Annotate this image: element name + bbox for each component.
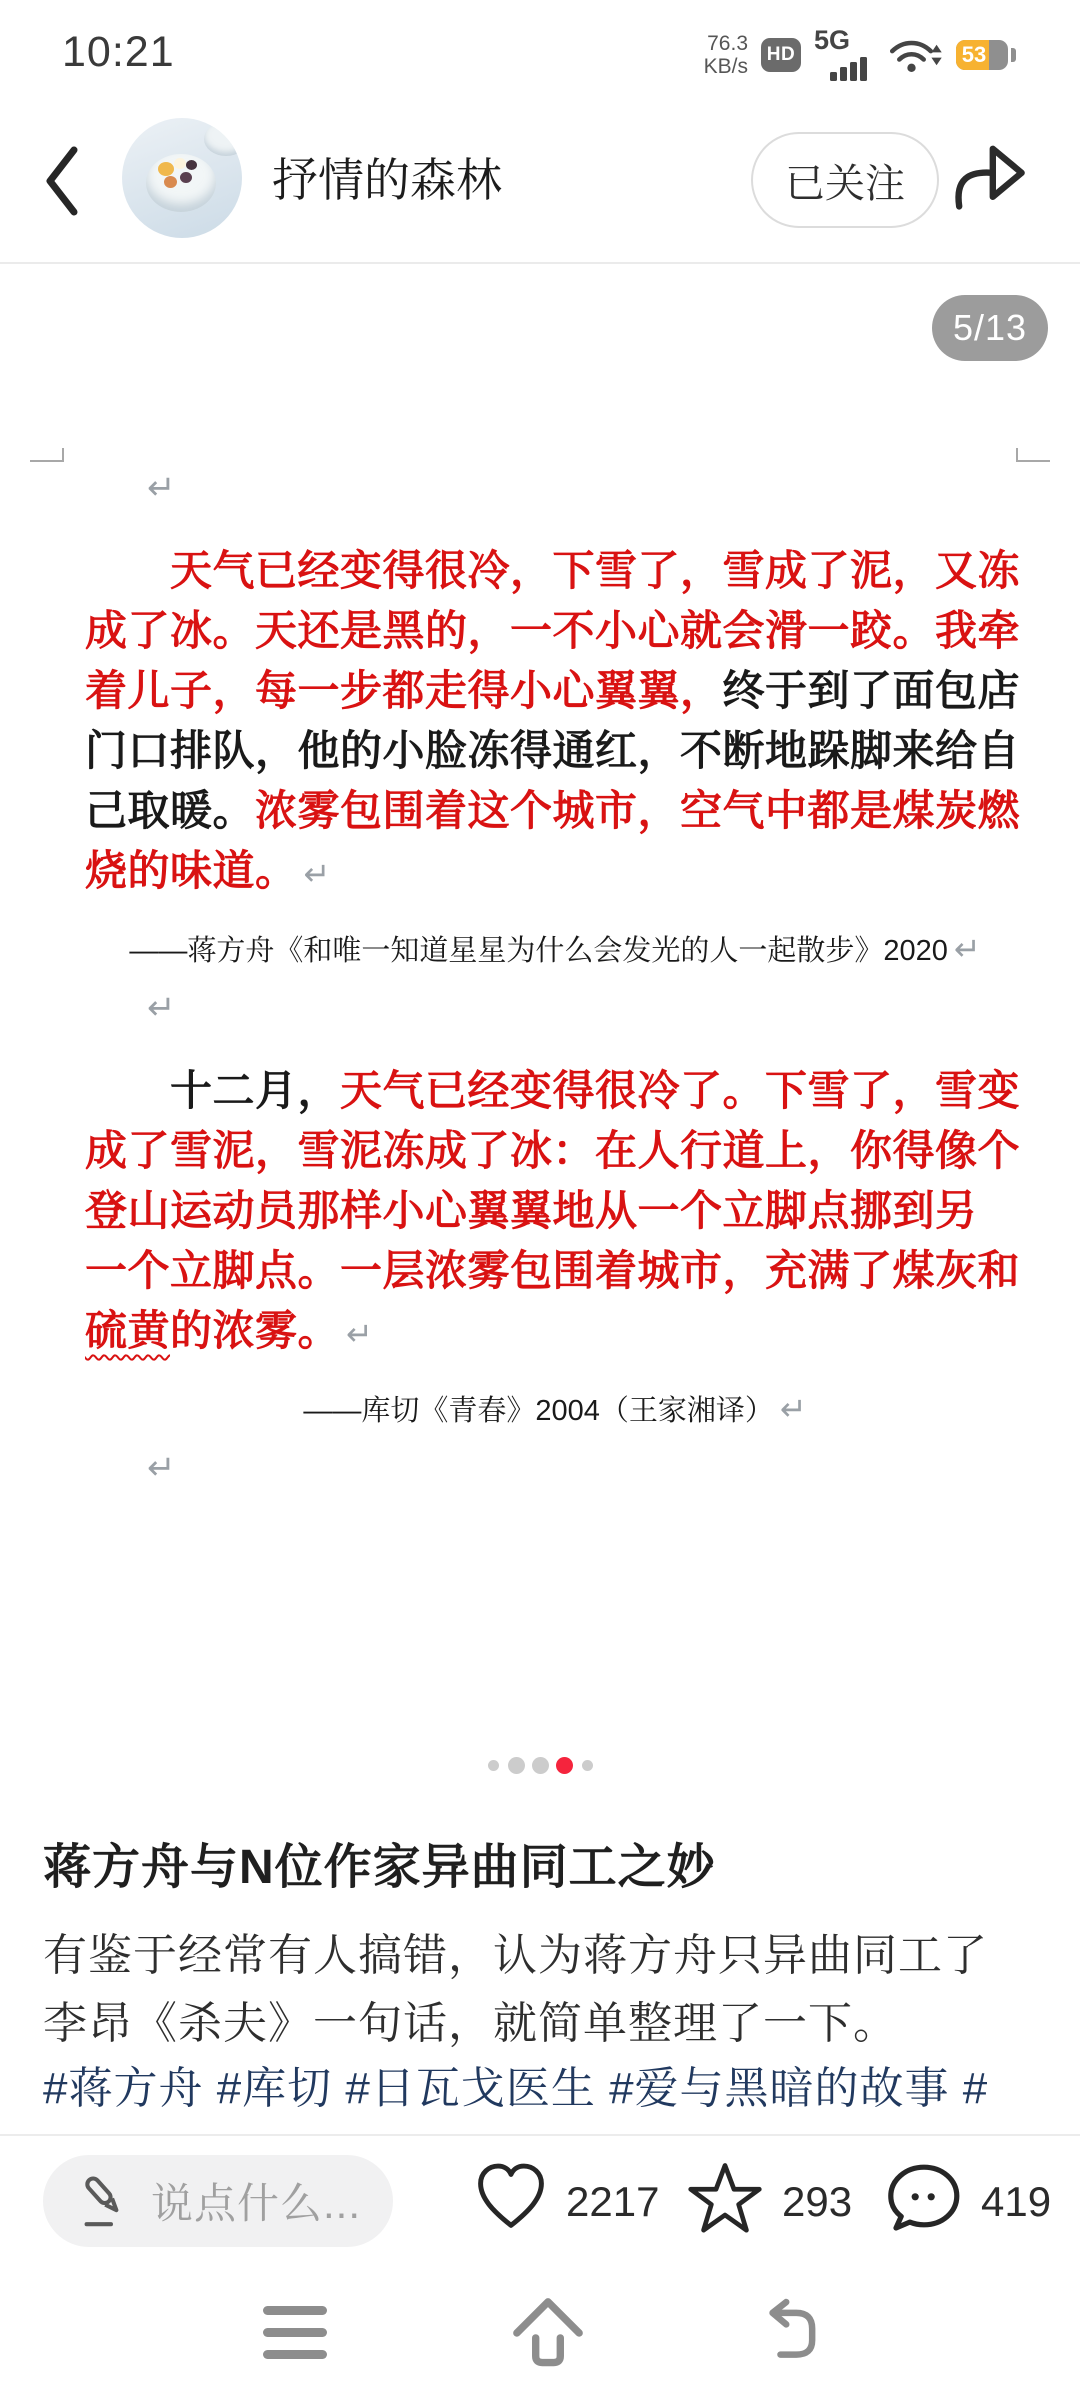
doc-line — [85, 721, 1025, 781]
carousel-dot — [582, 1760, 593, 1771]
document-page — [85, 455, 1025, 1493]
status-bar-right — [704, 26, 1016, 84]
doc-line — [85, 1061, 1025, 1121]
battery-icon — [956, 40, 1008, 70]
page-indicator-badge: 5/13 — [932, 295, 1048, 361]
pencil-icon — [75, 2172, 133, 2230]
post-title: 蒋方舟与N位作家异曲同工之妙 — [43, 1841, 716, 1894]
doc-line — [85, 781, 1025, 841]
doc-margin-corner-left — [30, 448, 64, 462]
paragraph-mark: ↵ — [779, 1391, 807, 1427]
doc-line — [85, 841, 1025, 901]
doc-text-segment: 硫黄 — [85, 1307, 171, 1354]
cellular-signal-icon — [814, 27, 876, 83]
paragraph-mark: ↵ — [147, 1449, 176, 1487]
doc-line — [85, 1301, 1025, 1361]
status-time: 10:21 — [62, 28, 175, 76]
avatar-photo-detail — [174, 158, 186, 169]
doc-line — [85, 1121, 1025, 1181]
doc-citation — [85, 1383, 1025, 1435]
collect-star-icon[interactable] — [686, 2160, 764, 2238]
collect-count: 293 — [782, 2178, 853, 2225]
network-type-label: 5G — [814, 25, 851, 55]
doc-text-segment: 天气已经变得很冷，下雪了，雪成了泥，又冻 — [85, 547, 1021, 594]
avatar-photo-detail — [186, 160, 197, 170]
doc-text-segment: 门口排队，他的小脸冻得通红，不断地跺脚来给自 — [85, 727, 1021, 774]
action-bar-divider — [0, 2134, 1080, 2136]
doc-text-segment: 天气已经变得很冷了。下雪了，雪变 — [340, 1067, 1021, 1114]
avatar-photo-detail — [204, 122, 242, 156]
doc-text-segment: 烧的味道。 — [85, 847, 298, 894]
doc-text-segment: 己取暖。 — [85, 787, 256, 834]
post-body — [43, 1922, 1053, 2058]
doc-line — [85, 541, 1025, 601]
doc-text-segment: 着儿子，每一步都走得小心翼翼， — [85, 667, 723, 714]
carousel-dots[interactable] — [0, 1748, 1080, 1782]
back-icon[interactable] — [40, 142, 84, 220]
comment-bubble-icon[interactable] — [884, 2160, 964, 2240]
share-icon[interactable] — [948, 136, 1028, 216]
doc-text-segment: 一个立脚点。一层浓雾包围着城市，充满了煤灰和 — [85, 1247, 1021, 1294]
image-carousel[interactable] — [0, 264, 1080, 1734]
carousel-dot — [488, 1760, 499, 1771]
comment-input[interactable] — [43, 2155, 393, 2247]
paragraph-mark: ↵ — [953, 931, 981, 967]
comment-placeholder: 说点什么... — [151, 2180, 362, 2227]
doc-text-segment: 登山运动员那样小心翼翼地从一个立脚点挪到另 — [85, 1187, 978, 1234]
hashtag-links[interactable]: #蒋方舟 #库切 #日瓦戈医生 #爱与黑暗的故事 # — [43, 2064, 989, 2113]
comment-count: 419 — [981, 2178, 1052, 2225]
doc-line — [85, 1181, 1025, 1241]
nav-home-icon[interactable] — [506, 2292, 590, 2374]
follow-button[interactable]: 已关注 — [751, 132, 939, 228]
avatar[interactable] — [122, 118, 242, 238]
username[interactable]: 抒情的森林 — [272, 154, 502, 206]
post-body-line: 李昂《杀夫》一句话，就简单整理了一下。 — [43, 1999, 898, 2048]
doc-text-segment: 浓雾包围着这个城市，空气中都是煤炭燃 — [255, 787, 1021, 834]
paragraph-mark: ↵ — [303, 856, 331, 892]
battery-percent: 53 — [961, 42, 987, 67]
doc-line — [85, 601, 1025, 661]
carousel-dot-active — [556, 1757, 573, 1774]
avatar-photo-detail — [180, 172, 192, 183]
like-count: 2217 — [566, 2178, 660, 2225]
avatar-photo-detail — [158, 162, 174, 176]
post-body-line: 有鉴于经常有人搞错，认为蒋方舟只异曲同工了 — [43, 1931, 988, 1980]
doc-citation — [85, 923, 1025, 975]
signal-bars-icon — [830, 57, 867, 81]
doc-paragraph — [85, 541, 1025, 901]
wifi-icon — [889, 30, 943, 80]
nav-back-icon[interactable] — [756, 2296, 828, 2370]
doc-text-segment: 成了冰。天还是黑的，一不小心就会滑一跤。我牵 — [85, 607, 1021, 654]
nav-menu-icon[interactable] — [263, 2306, 327, 2359]
doc-text-segment: ——库切《青春》2004（王家湘译） — [303, 1395, 774, 1427]
network-speed — [704, 32, 748, 78]
network-speed-unit: KB/s — [703, 55, 748, 78]
carousel-dot — [532, 1757, 549, 1774]
doc-line — [85, 1241, 1025, 1301]
paragraph-mark: ↵ — [147, 469, 176, 507]
paragraph-mark: ↵ — [346, 1316, 374, 1352]
carousel-dot — [508, 1757, 525, 1774]
network-speed-value: 76.3 — [707, 32, 748, 55]
hd-icon: HD — [761, 38, 801, 72]
doc-text-segment: ——蒋方舟《和唯一知道星星为什么会发光的人一起散步》2020 — [129, 935, 948, 967]
battery-cap — [1011, 48, 1016, 62]
doc-text-segment: 成了雪泥，雪泥冻成了冰：在人行道上，你得像个 — [85, 1127, 1021, 1174]
paragraph-mark: ↵ — [147, 989, 176, 1027]
doc-text-segment: 的浓雾。 — [170, 1307, 341, 1354]
doc-paragraph — [85, 1061, 1025, 1361]
doc-text-segment: 终于到了面包店 — [722, 667, 1021, 714]
doc-line — [85, 661, 1025, 721]
like-heart-icon[interactable] — [473, 2160, 549, 2236]
doc-text-segment: 十二月， — [85, 1067, 341, 1114]
avatar-photo-detail — [164, 176, 177, 188]
